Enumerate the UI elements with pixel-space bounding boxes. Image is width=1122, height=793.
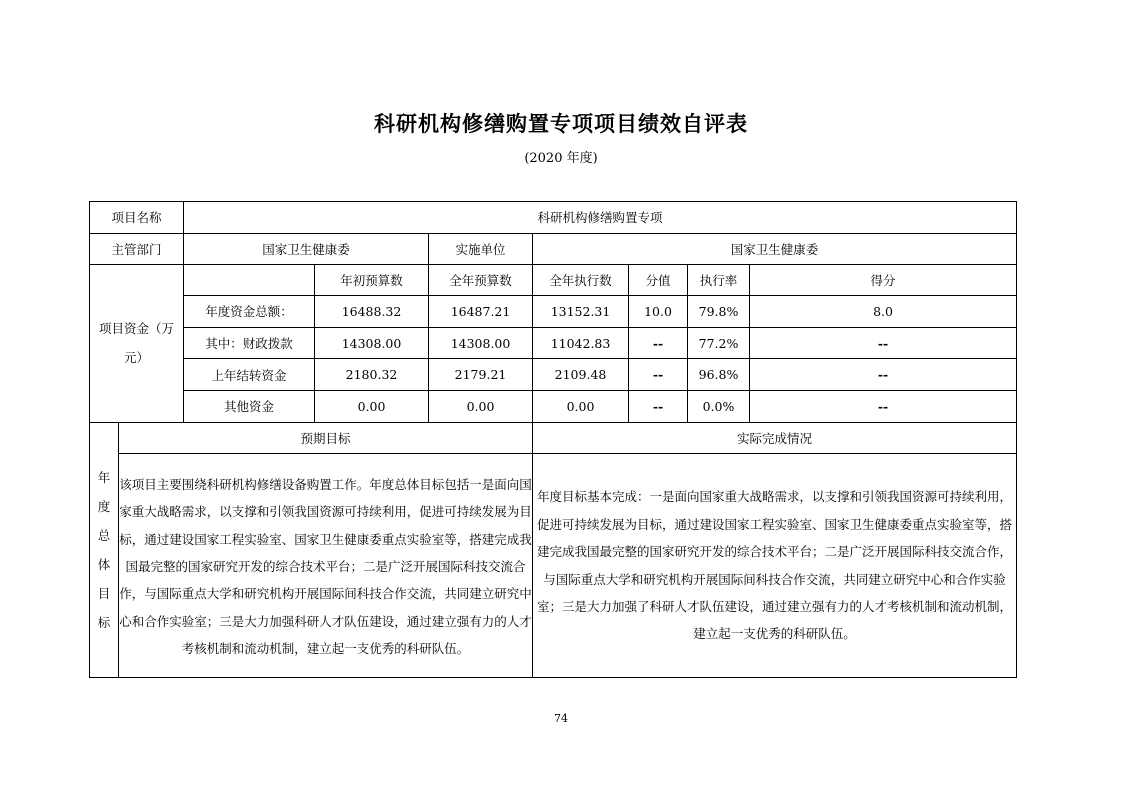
fund-row-label: 年度资金总额： <box>184 296 315 328</box>
expected-goal-header: 预期目标 <box>119 422 533 454</box>
fund-row-fiscal <box>90 327 1017 359</box>
row-project-name <box>90 202 1017 234</box>
fund-row-label: 上年结转资金 <box>184 359 315 391</box>
fund-initial: 2180.32 <box>315 359 429 391</box>
header-rate: 执行率 <box>688 265 750 296</box>
document-title: 科研机构修缮购置专项项目绩效自评表 <box>374 112 748 136</box>
fund-row-label: 其中：财政拨款 <box>184 327 315 359</box>
fund-row-total <box>90 296 1017 328</box>
fund-executed: 2109.48 <box>533 359 629 391</box>
fund-score-value: 10.0 <box>629 296 688 328</box>
impl-label: 实施单位 <box>429 233 533 265</box>
fund-score: 8.0 <box>750 296 1017 328</box>
fund-executed: 0.00 <box>533 390 629 422</box>
header-score-value: 分值 <box>629 265 688 296</box>
fund-score: -- <box>750 327 1017 359</box>
actual-completion-header: 实际完成情况 <box>533 422 1017 454</box>
annual-goals-label <box>90 422 119 678</box>
row-fund-headers <box>90 265 1017 296</box>
impl-value: 国家卫生健康委 <box>533 233 1017 265</box>
actual-completion-text: 年度目标基本完成：一是面向国家重大战略需求，以支撑和引领我国资源可持续利用，促进可持续发展为目标，通过建设国家工程实验室、国家卫生健康委重点实验室等，搭建完成我国最完整的国家研究开发的综合技术平台；二是广泛开展国际科技交流合作，与国际重点大学和研究机构开展国际间科技合作交流，共同建立研究中心和合作实验室；三是大力加强了科研人才队伍建设，通过建立强有力的人才考核机制和流动机制，建立起一支优秀的科研队伍。 <box>533 454 1017 678</box>
fund-rate: 0.0% <box>688 390 750 422</box>
fund-initial: 14308.00 <box>315 327 429 359</box>
fund-score: -- <box>750 359 1017 391</box>
fund-rate: 96.8% <box>688 359 750 391</box>
document-subtitle: (2020 年度) <box>524 151 598 166</box>
expected-goal-text: 该项目主要围绕科研机构修缮设备购置工作。年度总体目标包括一是面向国家重大战略需求，以支撑和引领我国资源可持续利用，促进可持续发展为目标，通过建设国家工程实验室、国家卫生健康委重点实验室等，搭建完成我国最完整的国家研究开发的综合技术平台；二是广泛开展国际科技交流合作，与国际重点大学和研究机构开展国际间科技合作交流，共同建立研究中心和合作实验室；三是大力加强科研人才队伍建设，通过建立强有力的人才考核机制和流动机制，建立起一支优秀的科研队伍。 <box>119 454 533 678</box>
row-goal-headers <box>90 422 1017 454</box>
dept-value: 国家卫生健康委 <box>184 233 429 265</box>
project-name-value: 科研机构修缮购置专项 <box>184 202 1017 234</box>
fund-annual: 2179.21 <box>429 359 533 391</box>
goals-label-char: 目 <box>97 585 111 601</box>
row-goal-content <box>90 454 1017 678</box>
fund-row-label: 其他资金 <box>184 390 315 422</box>
header-blank <box>184 265 315 296</box>
fund-score: -- <box>750 390 1017 422</box>
fund-rate: 79.8% <box>688 296 750 328</box>
goals-label-char: 总 <box>97 527 111 543</box>
goals-label-char: 体 <box>97 556 111 572</box>
fund-executed: 11042.83 <box>533 327 629 359</box>
fund-annual: 16487.21 <box>429 296 533 328</box>
fund-initial: 0.00 <box>315 390 429 422</box>
fund-rate: 77.2% <box>688 327 750 359</box>
header-annual-budget: 全年预算数 <box>429 265 533 296</box>
header-score: 得分 <box>750 265 1017 296</box>
fund-row-other <box>90 390 1017 422</box>
header-executed: 全年执行数 <box>533 265 629 296</box>
dept-label: 主管部门 <box>90 233 184 265</box>
project-name-label: 项目名称 <box>90 202 184 234</box>
fund-score-value: -- <box>629 359 688 391</box>
fund-score-value: -- <box>629 390 688 422</box>
goals-label-char: 标 <box>97 614 111 630</box>
funds-label: 项目资金（万元） <box>90 265 184 422</box>
fund-annual: 14308.00 <box>429 327 533 359</box>
fund-initial: 16488.32 <box>315 296 429 328</box>
fund-score-value: -- <box>629 327 688 359</box>
goals-label-char: 度 <box>97 498 111 514</box>
header-initial-budget: 年初预算数 <box>315 265 429 296</box>
page-number: 74 <box>554 712 568 725</box>
row-department <box>90 233 1017 265</box>
fund-annual: 0.00 <box>429 390 533 422</box>
evaluation-table <box>89 201 1017 678</box>
fund-row-carryover <box>90 359 1017 391</box>
goals-label-char: 年 <box>97 469 111 485</box>
fund-executed: 13152.31 <box>533 296 629 328</box>
